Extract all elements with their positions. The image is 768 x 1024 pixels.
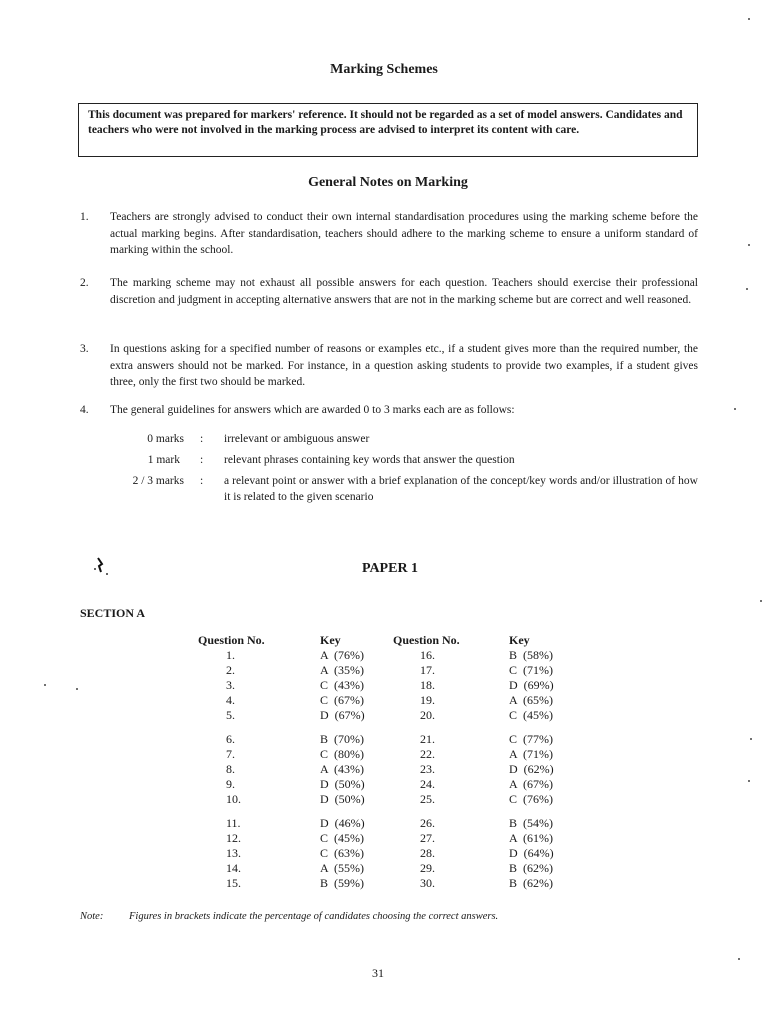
marks-description: a relevant point or answer with a brief explanation of the concept/key words and/or illustration of how it is related to the given scenario xyxy=(224,475,698,503)
answer-keys: B (70%) C (80%) A (43%) D (50%) D (50%) xyxy=(320,732,365,806)
question-numbers: 21. 22. 23. 24. 25. xyxy=(420,732,435,806)
general-notes-title: General Notes on Marking xyxy=(308,175,468,190)
note-text: The marking scheme may not exhaust all possible answers for each question. Teachers should exercise their professional discretion and judgment in accepting alternative answers that are not in the marking scheme but are correct and well reasoned. xyxy=(110,277,698,306)
answer-keys: D (46%) C (45%) C (63%) A (55%) B (59%) xyxy=(320,816,365,890)
scan-speck xyxy=(738,958,740,960)
scan-speck xyxy=(748,244,750,246)
scan-speck xyxy=(76,688,78,690)
marks-label: 0 marks xyxy=(147,433,184,445)
scan-speck xyxy=(760,600,762,602)
note-label: Note: xyxy=(80,911,104,922)
column-header-question-no: Question No. xyxy=(393,633,460,647)
marks-separator: : xyxy=(200,433,204,445)
marks-description: relevant phrases containing key words that answer the question xyxy=(224,454,515,466)
scan-speck xyxy=(44,684,46,686)
note-text: In questions asking for a specified number of reasons or examples etc., if a student gives more than the required number, the extra answers should not be marked. For instance, in a question asking students to provide two examples, if a student gives three, only the first two should be marked. xyxy=(110,343,698,388)
answer-keys: C (77%) A (71%) D (62%) A (67%) C (76%) xyxy=(509,732,554,806)
question-numbers: 1. 2. 3. 4. 5. xyxy=(226,648,235,722)
marks-label: 2 / 3 marks xyxy=(132,475,184,487)
note-text: The general guidelines for answers which are awarded 0 to 3 marks each are as follows: xyxy=(110,404,515,416)
page-number: 31 xyxy=(372,966,384,980)
column-header-question-no: Question No. xyxy=(198,633,265,647)
scan-speck xyxy=(750,738,752,740)
column-header-key: Key xyxy=(509,633,530,647)
note-number: 2. xyxy=(80,277,89,289)
answer-keys: B (54%) A (61%) D (64%) B (62%) B (62%) xyxy=(509,816,554,890)
paper-title: PAPER 1 xyxy=(361,561,419,576)
marks-separator: : xyxy=(200,475,204,487)
note-number: 4. xyxy=(80,404,89,416)
marks-description: irrelevant or ambiguous answer xyxy=(224,433,370,445)
notice-box: This document was prepared for markers' reference. It should not be regarded as a set of model answers. Candidates and teachers who were not involved in the marking process are advised to interpret its content with care. xyxy=(78,103,698,157)
note-number: 3. xyxy=(80,343,89,355)
page-heading: Marking Schemes xyxy=(330,62,438,77)
question-numbers: 6. 7. 8. 9. 10. xyxy=(226,732,241,806)
question-numbers: 26. 27. 28. 29. 30. xyxy=(420,816,435,890)
marks-label: 1 mark xyxy=(147,454,180,466)
scan-speck xyxy=(748,780,750,782)
column-header-key: Key xyxy=(320,633,341,647)
question-numbers: 16. 17. 18. 19. 20. xyxy=(420,648,435,722)
answer-keys: A (76%) A (35%) C (43%) C (67%) D (67%) xyxy=(320,648,365,722)
note-number: 1. xyxy=(80,211,89,223)
note-text: Teachers are strongly advised to conduct their own internal standardisation procedures using the marking scheme before the actual marking begins. After standardisation, teachers should adhere to the marking scheme to ensure a uniform standard of marking within the school. xyxy=(110,211,698,256)
question-numbers: 11. 12. 13. 14. 15. xyxy=(226,816,241,890)
section-label: SECTION A xyxy=(80,606,146,620)
scan-speck xyxy=(748,18,750,20)
scan-speck xyxy=(734,408,736,410)
marks-separator: : xyxy=(200,454,204,466)
scan-speck xyxy=(746,288,748,290)
scan-mark-icon xyxy=(88,552,118,582)
note-text: Figures in brackets indicate the percentage of candidates choosing the correct answers. xyxy=(129,911,499,922)
answer-keys: B (58%) C (71%) D (69%) A (65%) C (45%) xyxy=(509,648,554,722)
